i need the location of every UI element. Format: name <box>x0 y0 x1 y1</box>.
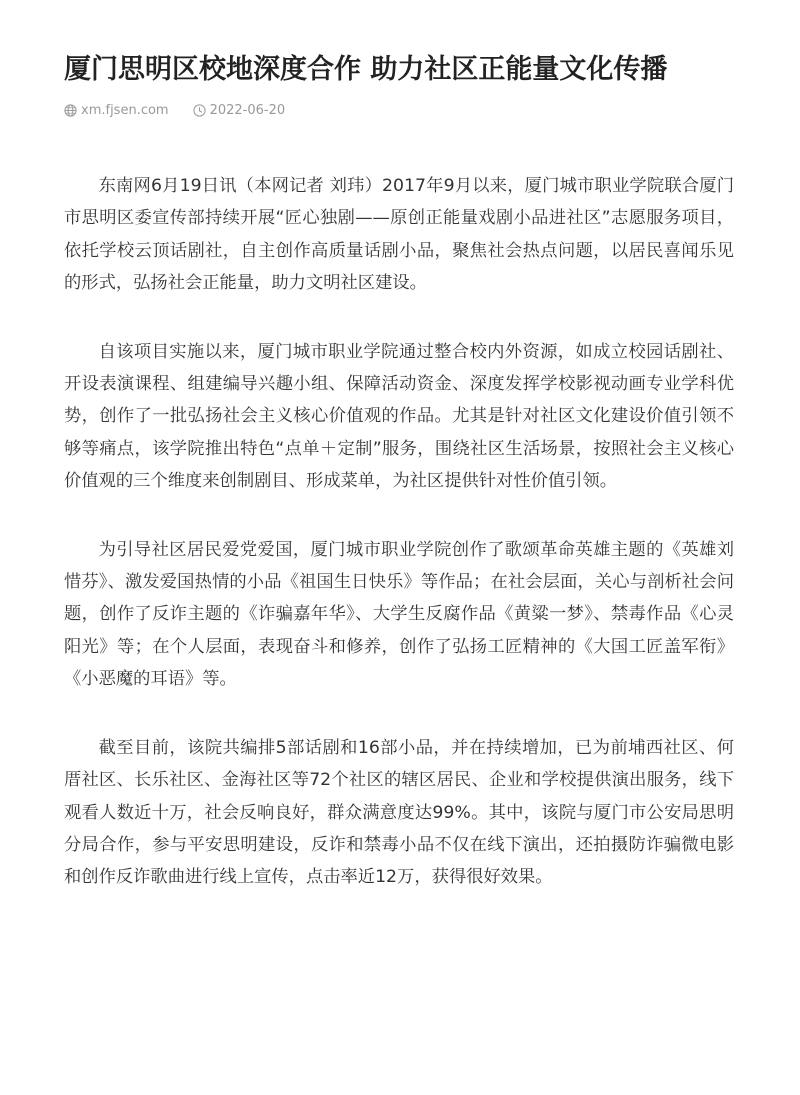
paragraph: 自该项目实施以来，厦门城市职业学院通过整合校内外资源，如成立校园话剧社、开设表演课程、组建编导兴趣小组、保障活动资金、深度发挥学校影视动画专业学科优势，创作了一批弘扬社会主义核心价值观的作品。尤其是针对社区文化建设价值引领不够等痛点，该学院推出特色“点单＋定制”服务，围绕社区生活场景，按照社会主义核心价值观的三个维度来创制剧目、形成菜单，为社区提供针对性价值引领。 <box>64 341 734 492</box>
article-meta <box>64 100 309 120</box>
globe-icon <box>64 104 77 117</box>
paragraph: 为引导社区居民爱党爱国，厦门城市职业学院创作了歌颂革命英雄主题的《英雄刘惜芬》、激发爱国热情的小品《祖国生日快乐》等作品；在社会层面，关心与剖析社会问题，创作了反诈主题的《诈骗嘉年华》、大学生反腐作品《黄粱一梦》、禁毒作品《心灵阳光》等；在个人层面，表现奋斗和修养，创作了弘扬工匠精神的《大国工匠盖军衔》《小恶魔的耳语》等。 <box>64 539 734 690</box>
source-text: xm.fjsen.com <box>81 102 169 118</box>
article-title: 厦门思明区校地深度合作 助力社区正能量文化传播 <box>64 54 668 85</box>
paragraph: 东南网6月19日讯（本网记者 刘玮）2017年9月以来，厦门城市职业学院联合厦门市思明区委宣传部持续开展“匠心独剧——原创正能量戏剧小品进社区”志愿服务项目，依托学校云顶话剧社，自主创作高质量话剧小品，聚焦社会热点问题，以居民喜闻乐见的形式，弘扬社会正能量，助力文明社区建设。 <box>64 176 734 294</box>
date-text: 2022-06-20 <box>209 102 286 118</box>
date-meta <box>193 103 286 118</box>
source-meta <box>64 103 169 118</box>
clock-icon <box>193 104 206 117</box>
paragraph: 截至目前，该院共编排5部话剧和16部小品，并在持续增加，已为前埔西社区、何厝社区、长乐社区、金海社区等72个社区的辖区居民、企业和学校提供演出服务，线下观看人数近十万，社会反响良好，群众满意度达99%。其中，该院与厦门市公安局思明分局合作，参与平安思明建设，反诈和禁毒小品不仅在线下演出，还拍摄防诈骗微电影和创作反诈歌曲进行线上宣传，点击率近12万，获得很好效果。 <box>64 737 734 888</box>
article-body <box>64 170 734 930</box>
